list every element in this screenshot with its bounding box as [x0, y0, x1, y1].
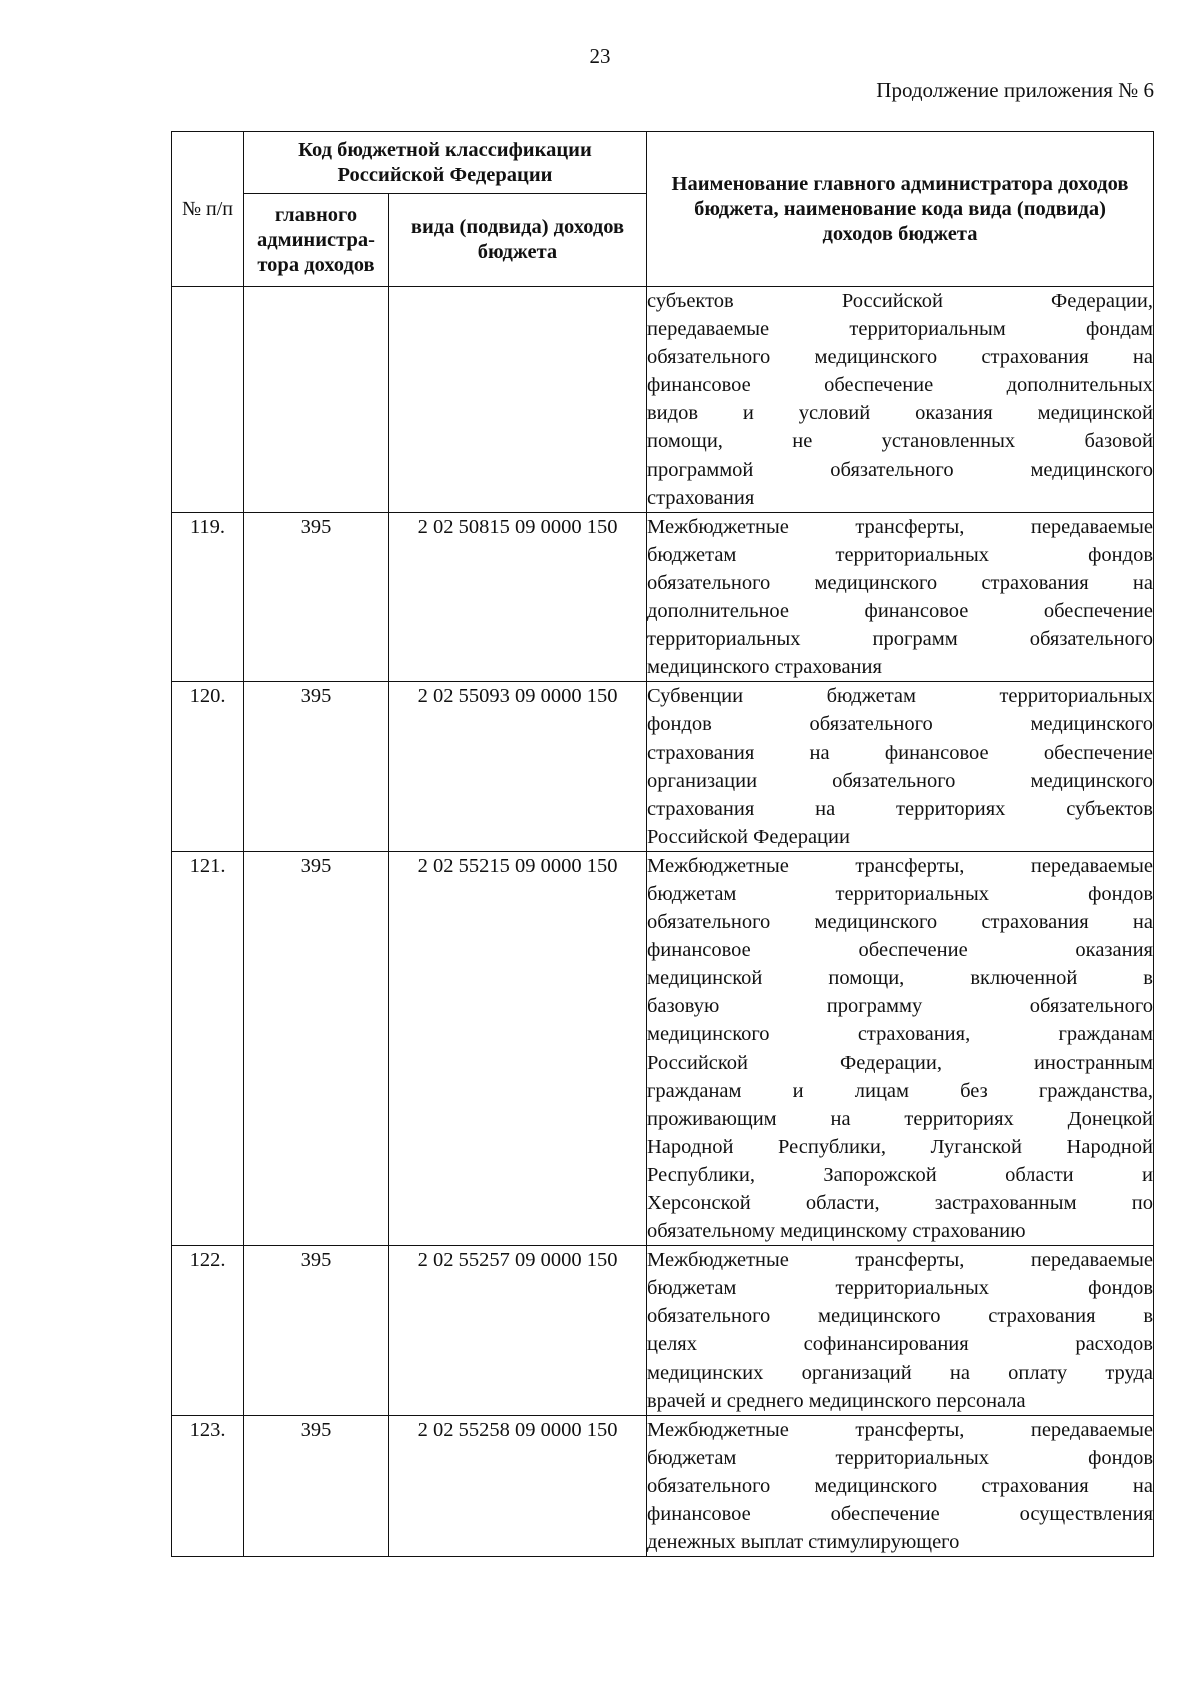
income-description [647, 682, 1154, 852]
admin-code: 395 [244, 1246, 389, 1416]
description-line: страхования на территориях субъектов [647, 797, 1153, 820]
table-row [172, 512, 1154, 682]
description-line: гражданам и лицам без гражданства, [647, 1079, 1153, 1102]
description-line: медицинских организаций на оплату труда [647, 1361, 1153, 1384]
description-line: бюджетам территориальных фондов [647, 543, 1153, 566]
row-number: 119. [172, 512, 244, 682]
income-kind-code: 2 02 55093 09 0000 150 [389, 682, 647, 852]
description-line: бюджетам территориальных фондов [647, 1277, 1153, 1300]
description-line: Межбюджетные трансферты, передаваемые [647, 1418, 1153, 1441]
income-description [647, 512, 1154, 682]
description-line: обязательного медицинского страхования на [647, 346, 1153, 369]
admin-code: 395 [244, 1415, 389, 1556]
description-line: финансовое обеспечение оказания [647, 939, 1153, 962]
description-line: Межбюджетные трансферты, передаваемые [647, 854, 1153, 877]
budget-classification-table [171, 131, 1154, 1557]
header-kind-code: вида (подвида) доходов бюджета [389, 194, 647, 287]
description-line: обязательного медицинского страхования на [647, 911, 1153, 934]
description-line: Межбюджетные трансферты, передаваемые [647, 1249, 1153, 1272]
description-line: врачей и среднего медицинского персонала [647, 1389, 1026, 1412]
description-line: Российской Федерации, иностранным [647, 1051, 1153, 1074]
table-body [172, 287, 1154, 1557]
description-line: бюджетам территориальных фондов [647, 882, 1153, 905]
income-kind-code: 2 02 55215 09 0000 150 [389, 851, 647, 1245]
row-number: 121. [172, 851, 244, 1245]
description-line: финансовое обеспечение дополнительных [647, 374, 1153, 397]
header-kbk-group: Код бюджетной классификации Российской Федерации [244, 132, 647, 194]
header-admin-code: главного администра-тора доходов [244, 194, 389, 287]
description-line: дополнительное финансовое обеспечение [647, 600, 1153, 623]
income-kind-code: 2 02 50815 09 0000 150 [389, 512, 647, 682]
table-row [172, 287, 1154, 513]
description-line: базовую программу обязательного [647, 995, 1153, 1018]
admin-code: 395 [244, 682, 389, 852]
income-description [647, 1246, 1154, 1416]
table-row [172, 682, 1154, 852]
admin-code: 395 [244, 851, 389, 1245]
header-row-number: № п/п [172, 132, 244, 287]
description-line: финансовое обеспечение осуществления [647, 1503, 1153, 1526]
description-line: Народной Республики, Луганской Народной [647, 1135, 1153, 1158]
income-kind-code: 2 02 55257 09 0000 150 [389, 1246, 647, 1416]
description-line: обязательного медицинского страхования на [647, 571, 1153, 594]
description-line: обязательному медицинскому страхованию [647, 1220, 1026, 1243]
description-line: субъектов Российской Федерации, [647, 290, 1153, 312]
income-kind-code: 2 02 55258 09 0000 150 [389, 1415, 647, 1556]
description-line: бюджетам территориальных фондов [647, 1446, 1153, 1469]
page-number: 23 [589, 44, 611, 68]
description-line: территориальных программ обязательного [647, 628, 1153, 651]
row-number: 123. [172, 1415, 244, 1556]
table-row [172, 1415, 1154, 1556]
row-number: 122. [172, 1246, 244, 1416]
table-row [172, 1246, 1154, 1416]
description-line: фондов обязательного медицинского [647, 713, 1153, 736]
row-number [172, 287, 244, 513]
description-line: страхования на финансовое обеспечение [647, 741, 1153, 764]
appendix-continuation: Продолжение приложения № 6 [876, 78, 1154, 102]
description-line: проживающим на территориях Донецкой [647, 1107, 1153, 1130]
description-line: медицинской помощи, включенной в [647, 967, 1153, 990]
description-line: Субвенции бюджетам территориальных [647, 685, 1153, 708]
description-line: денежных выплат стимулирующего [647, 1531, 960, 1554]
description-line: обязательного медицинского страхования в [647, 1305, 1153, 1328]
description-line: программой обязательного медицинского [647, 458, 1153, 481]
description-line: медицинского страхования [647, 656, 882, 679]
header-name: Наименование главного администратора доходов бюджета, наименование кода вида (подвида) доходов бюджета [647, 132, 1154, 287]
description-line: Российской Федерации [647, 825, 850, 848]
description-line: Межбюджетные трансферты, передаваемые [647, 515, 1153, 538]
description-line: видов и условий оказания медицинской [647, 402, 1153, 425]
row-number: 120. [172, 682, 244, 852]
income-description [647, 287, 1154, 513]
income-description [647, 851, 1154, 1245]
income-description [647, 1415, 1154, 1556]
description-line: страхования [647, 486, 755, 509]
description-line: организации обязательного медицинского [647, 769, 1153, 792]
description-line: целях софинансирования расходов [647, 1333, 1153, 1356]
admin-code [244, 287, 389, 513]
table-row [172, 851, 1154, 1245]
admin-code: 395 [244, 512, 389, 682]
income-kind-code [389, 287, 647, 513]
description-line: обязательного медицинского страхования на [647, 1474, 1153, 1497]
description-line: Республики, Запорожской области и [647, 1163, 1153, 1186]
description-line: помощи, не установленных базовой [647, 430, 1153, 453]
description-line: Херсонской области, застрахованным по [647, 1192, 1153, 1214]
description-line: передаваемые территориальным фондам [647, 318, 1153, 341]
description-line: медицинского страхования, гражданам [647, 1023, 1153, 1046]
